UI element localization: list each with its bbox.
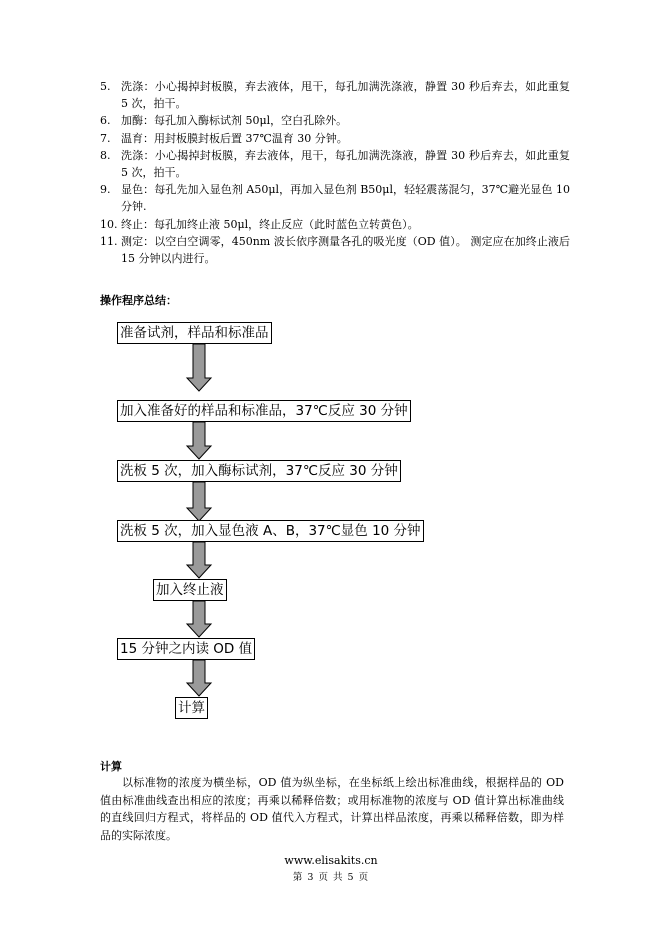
flow-step-wash-color: 洗板 5 次，加入显色液 A、B，37℃显色 10 分钟 bbox=[117, 520, 424, 542]
calc-title: 计算 bbox=[100, 760, 122, 773]
step-number: 6. bbox=[100, 114, 111, 128]
step-text: 加酶：每孔加入酶标试剂 50μl，空白孔除外。 bbox=[121, 114, 348, 128]
step-text: 洗涤：小心揭掉封板膜，弃去液体，甩干，每孔加满洗涤液，静置 30 秒后弃去，如此重复 5 次，拍干。 bbox=[121, 148, 570, 180]
step-text: 温育：用封板膜封板后置 37℃温育 30 分钟。 bbox=[121, 131, 348, 145]
footer-url: www.elisakits.cn bbox=[284, 854, 378, 867]
step-text: 显色：每孔先加入显色剂 A50μl，再加入显色剂 B50μl，轻轻震荡混匀，37℃避光显色 10 分钟. bbox=[121, 183, 570, 214]
step-number: 9. bbox=[100, 183, 111, 197]
calc-paragraph: 以标准物的浓度为横坐标，OD 值为纵坐标，在坐标纸上绘出标准曲线，根据样品的 OD 值由标准曲线查出相应的浓度；再乘以稀释倍数；或用标准物的浓度与 OD 值计算出标准曲线的直线回归方程式，将样品的 OD 值代入方程式，计算出样品浓度，再乘以稀释倍数，即为样品的实际浓度。 bbox=[100, 776, 564, 842]
flow-step-wash-enzyme: 洗板 5 次，加入酶标试剂，37℃反应 30 分钟 bbox=[117, 460, 401, 482]
page-number: 第 3 页 共 5 页 bbox=[292, 872, 370, 883]
summary-title: 操作程序总结： bbox=[100, 294, 177, 307]
down-arrow-icon bbox=[187, 542, 211, 578]
step-number: 11. bbox=[100, 234, 118, 248]
step-number: 10. bbox=[100, 217, 118, 231]
flow-step-calculate: 计算 bbox=[175, 697, 208, 719]
step-text: 测定：以空白空调零，450nm 波长依序测量各孔的吸光度（OD 值）。 测定应在加终止液后 15 分钟以内进行。 bbox=[121, 234, 570, 266]
down-arrow-icon bbox=[187, 660, 211, 696]
down-arrow-icon bbox=[187, 344, 211, 391]
flow-step-prepare: 准备试剂，样品和标准品 bbox=[117, 322, 272, 344]
step-number: 8. bbox=[100, 148, 111, 162]
flow-step-read-od: 15 分钟之内读 OD 值 bbox=[117, 638, 255, 660]
step-text: 洗涤：小心揭掉封板膜，弃去液体，甩干，每孔加满洗涤液，静置 30 秒后弃去，如此重复 5 次，拍干。 bbox=[121, 80, 570, 111]
down-arrow-icon bbox=[187, 601, 211, 637]
step-number: 7. bbox=[100, 131, 111, 145]
flow-step-add-samples: 加入准备好的样品和标准品，37℃反应 30 分钟 bbox=[117, 400, 411, 422]
down-arrow-icon bbox=[187, 422, 211, 459]
flow-step-stop: 加入终止液 bbox=[153, 579, 227, 601]
down-arrow-icon bbox=[187, 482, 211, 521]
step-text: 终止：每孔加终止液 50μl，终止反应（此时蓝色立转黄色）。 bbox=[121, 217, 419, 231]
step-number: 5. bbox=[100, 80, 111, 93]
